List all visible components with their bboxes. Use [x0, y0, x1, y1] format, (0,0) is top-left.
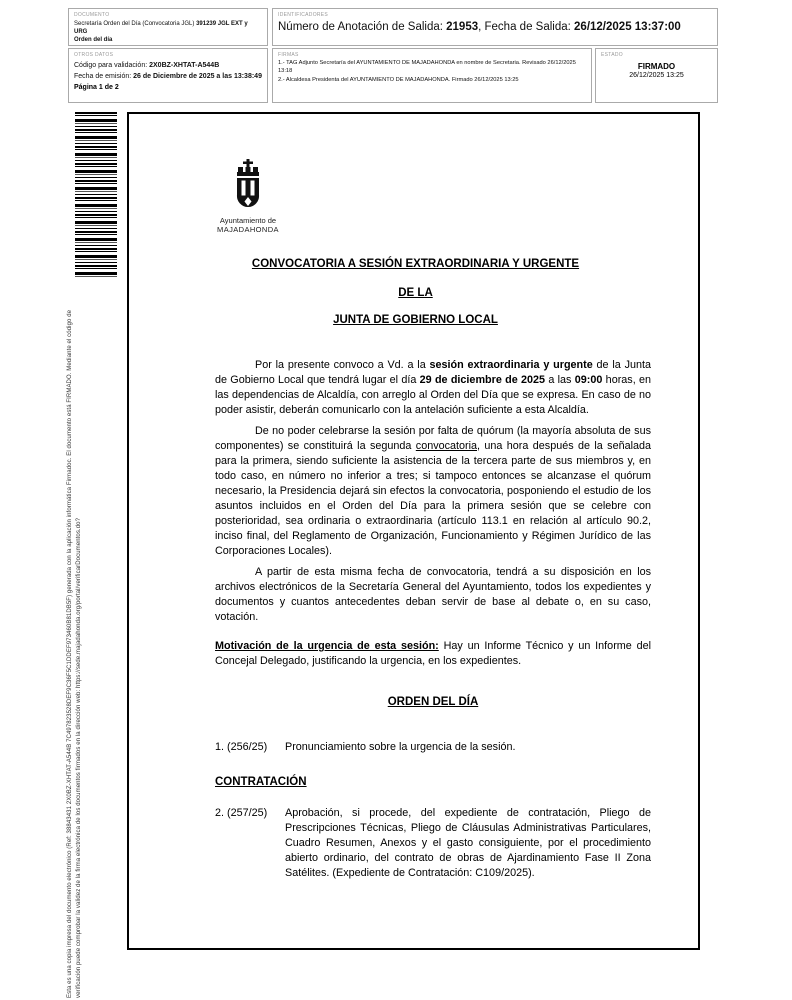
logo-caption-line-2: MAJADAHONDA	[217, 225, 279, 234]
agenda-heading: ORDEN DEL DÍA	[387, 696, 479, 708]
status-date: 26/12/2025 13:25	[629, 72, 684, 79]
verification-note-vertical	[66, 296, 92, 998]
barcode	[75, 112, 117, 277]
registration-number-line: Número de Anotación de Salida: 21953, Fecha de Salida: 26/12/2025 13:37:00	[278, 21, 681, 33]
agenda-item-2	[215, 806, 651, 881]
document-title-line-1: CONVOCATORIA A SESIÓN EXTRAORDINARIA Y URGENTE	[251, 258, 580, 270]
identificadores-label: IDENTIFICADORES	[278, 12, 329, 18]
document-title-line-3: JUNTA DE GOBIERNO LOCAL	[333, 314, 498, 326]
documento-label: DOCUMENTO	[74, 12, 110, 18]
header-box-identificadores	[272, 8, 718, 46]
header-box-documento	[68, 8, 268, 46]
paragraph-urgency-motivation: Motivación de la urgencia de esta sesión: Hay un Informe Técnico y un Informe del Concejal Delegado, justificando la urgencia, en los expedientes.	[215, 640, 651, 667]
signature-entry-1: 1.- TAG Adjunto Secretaría del AYUNTAMIENTO DE MAJADAHONDA en nombre de Secretaria. Revisado 26/12/2025 13:18	[278, 60, 576, 74]
agenda-item-1	[215, 740, 651, 755]
documento-subject: Secretaría Orden del Día (Convocatoria JGL) 391239 JGL EXT y URG	[74, 21, 248, 35]
agenda-item-2-text: Aprobación, si procede, del expediente de contratación, Pliego de Prescripciones Técnicas, Pliego de Cláusulas Administrativas Particulares, Cuadro Resumen, Anexos y el gasto consiguiente, por el procedimiento abierto ordinario, del contrato de obras de Ajardinamiento Fase II Zona Satélites. (Expediente de Contratación: C109/2025).	[285, 807, 651, 879]
verification-note-line-1: Esta es una copia impresa del documento electrónico (Ref: 38843431 2X0BZ-XHTAT-A544B 7C497823528DEF9C36F5C1DDEF973460B81DB5F) generada con la aplicación informática Firmadoc. El documento está FIRMADO. Mediante el código de	[67, 309, 73, 998]
logo-caption-line-1: Ayuntamiento de	[219, 216, 277, 225]
paragraph-convocation: Por la presente convoco a Vd. a la sesión extraordinaria y urgente de la Junta de Gobierno Local que tendrá lugar el día 29 de diciembre de 2025 a las 09:00 horas, en las dependencias de Alcaldía, con arreglo al Orden del Día que se expresa. En caso de no poder asistir, deberán comunicarlo con la antelación suficiente a esta Alcaldía.	[215, 359, 651, 416]
coat-of-arms-icon	[233, 159, 263, 216]
paragraph-archives: A partir de esta misma fecha de convocatoria, tendrá a su disposición en los archivos electrónicos de la Secretaría General del Ayuntamiento, todos los expedientes y documentos y cuantos antecedentes deban servir de base al debate o, en su caso, votación.	[215, 566, 651, 623]
paragraph-quorum: De no poder celebrarse la sesión por falta de quórum (la mayoría absoluta de sus componentes) se constituirá la segunda convocatoria, una hora después de la señalada para la primera, siendo suficiente la asistencia de la tercera parte de sus miembros y, en todo caso, en número no inferior a tres; si tampoco entonces se alcanzase el quórum necesario, la Presidencia dejará sin efectos la convocatoria, posponiendo el estudio de los asuntos incluidos en el Orden del Día para la primera sesión que se celebre con posterioridad, sea ordinaria o extraordinaria (artículo 113.1 en relación al artículo 90.2, inciso final, del Reglamento de Organización, Funcionamiento y Régimen Jurídico de las Corporaciones Locales).	[215, 425, 652, 557]
agenda-section-contratacion: CONTRATACIÓN	[215, 776, 307, 788]
signature-entry-2: 2.- Alcaldesa Presidenta del AYUNTAMIENTO DE MAJADAHONDA. Firmado 26/12/2025 13:25	[278, 77, 519, 83]
document-body-frame	[127, 112, 700, 950]
header-box-otros-datos	[68, 48, 268, 103]
municipality-logo	[207, 159, 289, 234]
verification-note-line-2: verificación puede comprobar la validez de la firma electrónica de los documentos firmados en la dirección web: https://sede.majadahonda.org/portal/verificarDocumentos.do?	[76, 517, 82, 998]
agenda-item-1-text: Pronunciamiento sobre la urgencia de la sesión.	[285, 741, 516, 753]
page-count-line: Página 1 de 2	[74, 84, 119, 91]
document-title-line-2: DE LA	[398, 287, 433, 299]
document-text-flow	[215, 358, 651, 901]
firmas-label: FIRMAS	[278, 52, 299, 58]
validation-code-line: Código para validación: 2X0BZ-XHTAT-A544B	[74, 62, 220, 69]
otros-datos-label: OTROS DATOS	[74, 52, 114, 58]
emission-date-line: Fecha de emisión: 26 de Diciembre de 2025 a las 13:38:49	[74, 73, 262, 80]
agenda-item-2-number: 2. (257/25)	[215, 807, 268, 819]
header-box-firmas	[272, 48, 592, 103]
estado-label: ESTADO	[601, 52, 623, 58]
status-badge: FIRMADO	[637, 62, 676, 71]
documento-type: Orden del día	[74, 37, 113, 43]
header-box-estado	[595, 48, 718, 103]
agenda-item-1-number: 1. (256/25)	[215, 741, 268, 753]
